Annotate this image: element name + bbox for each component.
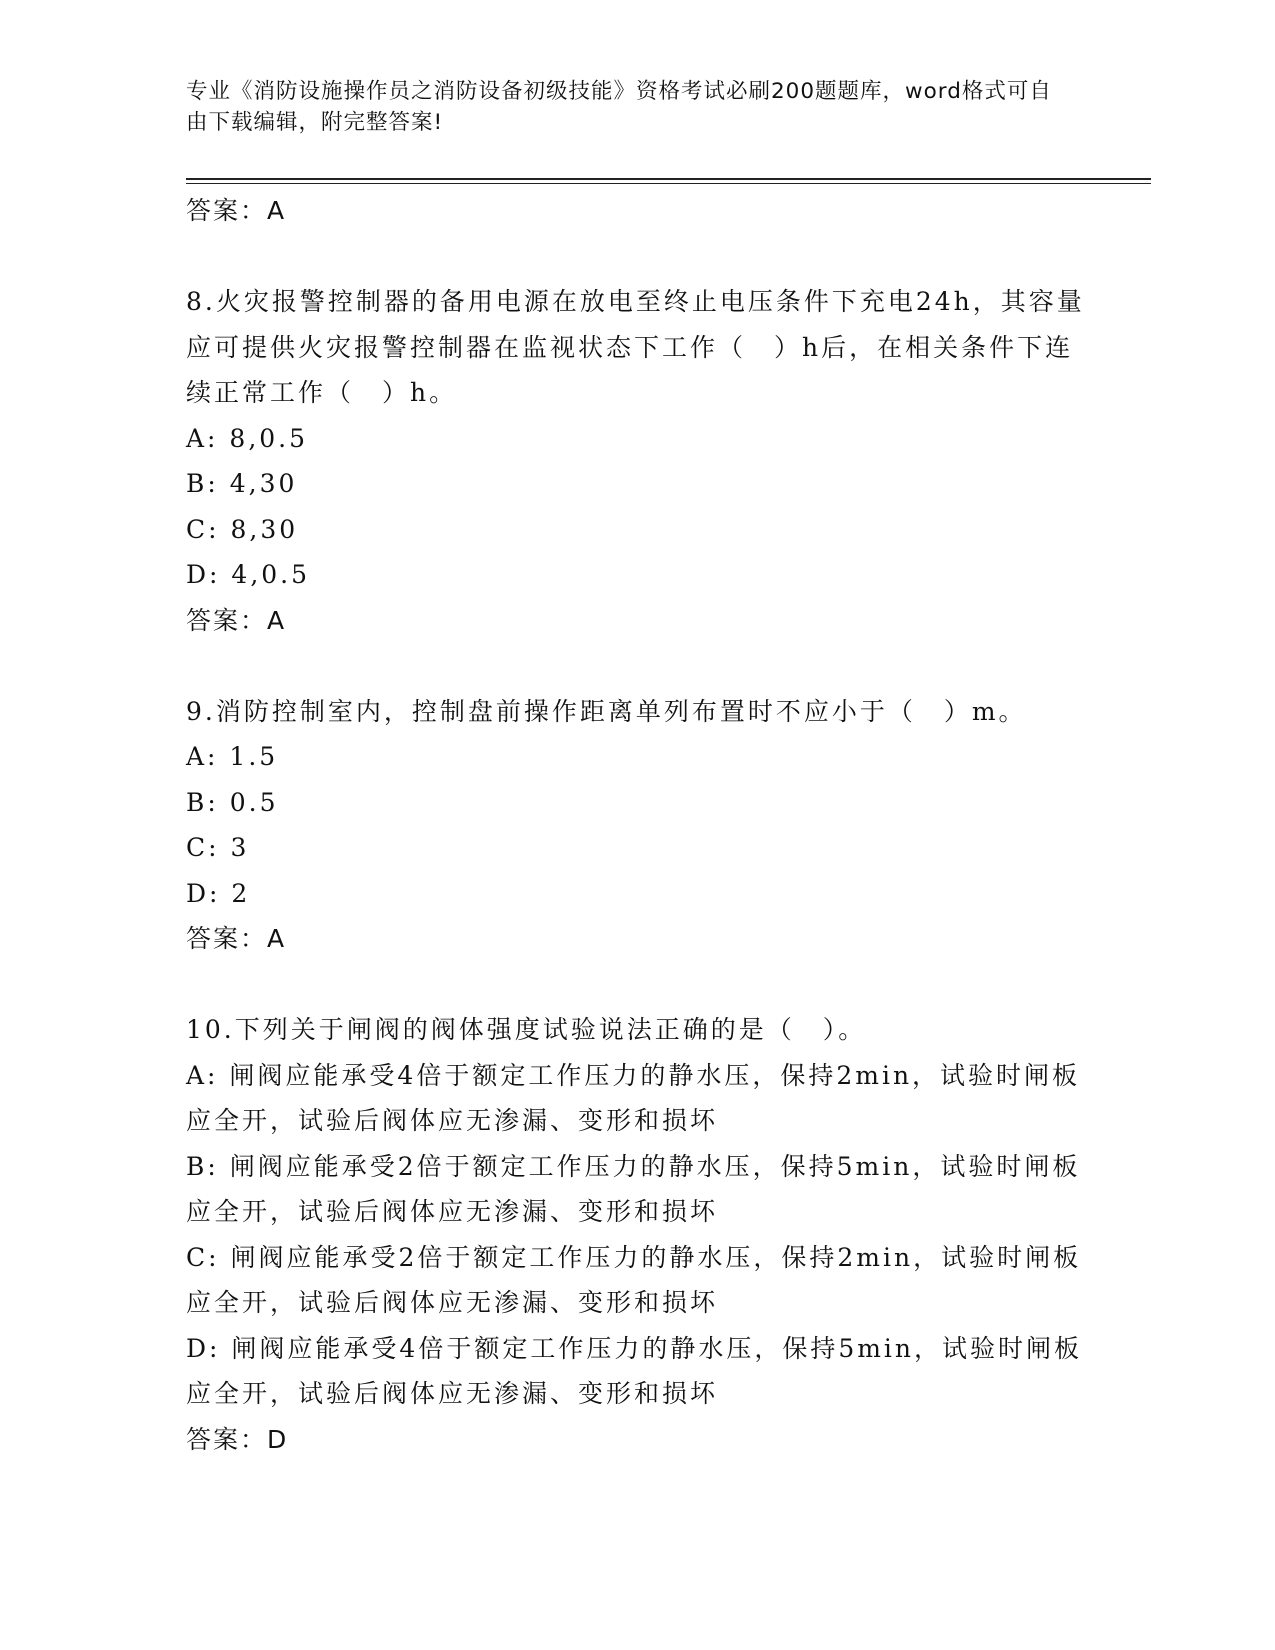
question-stem: 10.下列关于闸阀的阀体强度试验说法正确的是（ ）。 — [186, 1015, 867, 1044]
question-content — [186, 188, 1086, 1462]
option-c: C: 闸阀应能承受2倍于额定工作压力的静水压，保持2min，试验时闸板应全开，试验后阀体应无渗漏、变形和损坏 — [186, 1242, 1082, 1317]
option-b: B: 4,30 — [186, 469, 298, 498]
header-divider-thick — [186, 178, 1151, 180]
page-header: 专业《消防设施操作员之消防设备初级技能》资格考试必刷200题题库，word格式可自由下载编辑，附完整答案! — [186, 79, 1052, 135]
option-b: B: 闸阀应能承受2倍于额定工作压力的静水压，保持5min，试验时闸板应全开，试验后阀体应无渗漏、变形和损坏 — [186, 1151, 1081, 1226]
option-a: A: 1.5 — [186, 742, 279, 771]
spacer — [186, 233, 1086, 279]
option-c: C: 3 — [186, 833, 250, 862]
spacer — [186, 643, 1086, 689]
option-d: D: 4,0.5 — [186, 560, 311, 589]
question-stem: 8.火灾报警控制器的备用电源在放电至终止电压条件下充电24h，其容量应可提供火灾报警控制器在监视状态下工作（ ）h后，在相关条件下连续正常工作（ ）h。 — [186, 287, 1085, 407]
answer-line: 答案：A — [186, 924, 287, 953]
option-d: D: 闸阀应能承受4倍于额定工作压力的静水压，保持5min，试验时闸板应全开，试验后阀体应无渗漏、变形和损坏 — [186, 1333, 1083, 1408]
spacer — [186, 961, 1086, 1007]
question-block — [186, 279, 1086, 643]
question-block — [186, 689, 1086, 962]
question-stem: 9.消防控制室内，控制盘前操作距离单列布置时不应小于（ ）m。 — [186, 696, 1027, 726]
answer-line: 答案：D — [186, 1424, 289, 1454]
previous-answer: 答案：A — [186, 196, 287, 225]
answer-line: 答案：A — [186, 605, 287, 635]
option-a: A: 8,0.5 — [186, 423, 309, 453]
option-a: A: 闸阀应能承受4倍于额定工作压力的静水压，保持2min，试验时闸板应全开，试验后阀体应无渗漏、变形和损坏 — [186, 1060, 1081, 1135]
question-block — [186, 1007, 1086, 1462]
option-d: D: 2 — [186, 878, 251, 908]
option-b: B: 0.5 — [186, 787, 279, 817]
option-c: C: 8,30 — [186, 514, 299, 544]
header-divider-thin — [186, 183, 1151, 184]
